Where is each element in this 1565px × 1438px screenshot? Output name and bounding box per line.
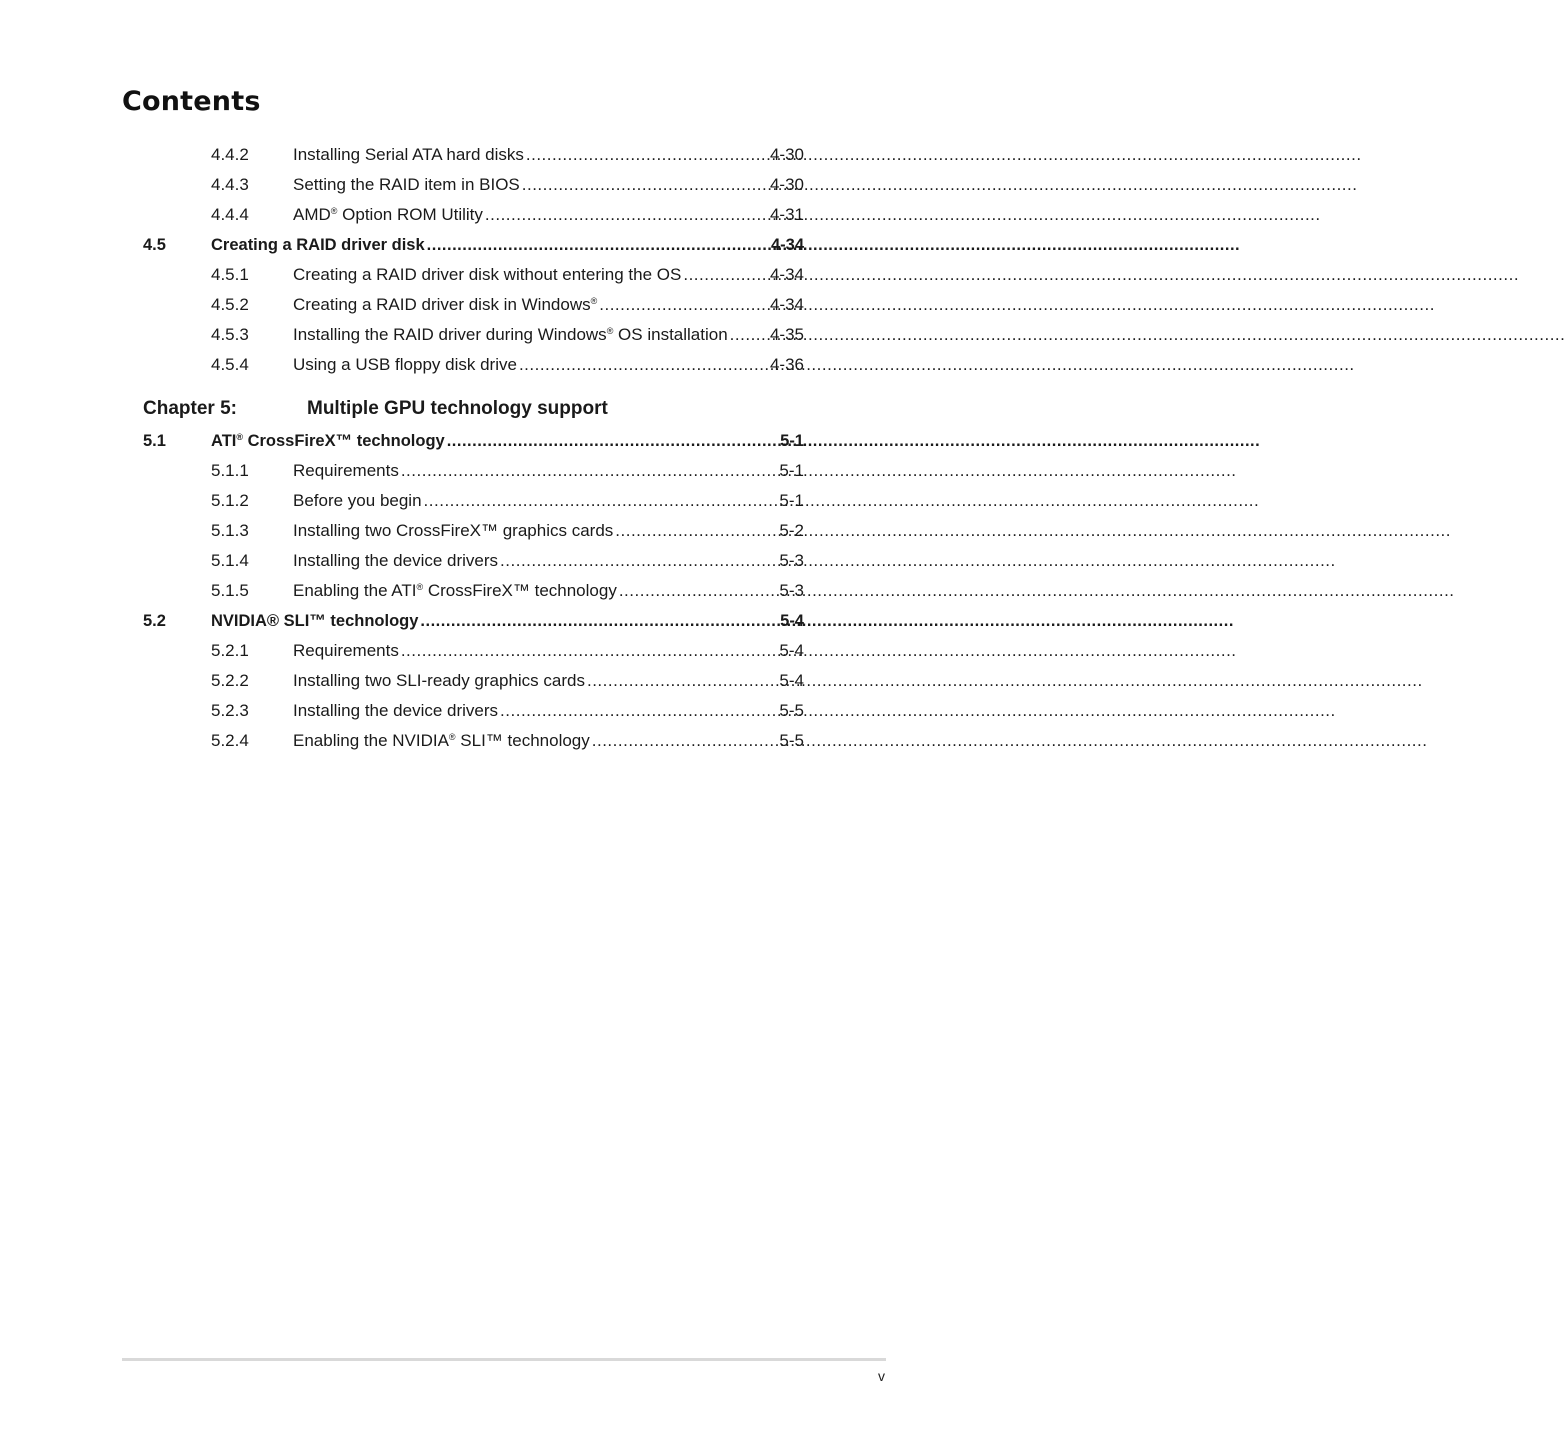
registered-mark: ® bbox=[606, 326, 614, 336]
entry-title: Setting the RAID item in BIOS bbox=[293, 175, 520, 194]
entry-page-number: 5-4 bbox=[779, 641, 804, 660]
chapter-label: Chapter 5: bbox=[143, 398, 237, 419]
toc-entry[interactable] bbox=[211, 324, 804, 346]
entry-number: 5.1.4 bbox=[211, 551, 249, 570]
entry-number: 5.1.1 bbox=[211, 461, 249, 480]
entry-page-number: 5-5 bbox=[779, 701, 804, 720]
dot-leader bbox=[587, 670, 777, 692]
entry-title: Installing the device drivers bbox=[293, 551, 499, 570]
toc-entry[interactable] bbox=[211, 144, 804, 166]
dot-leader bbox=[500, 550, 777, 572]
entry-title-text: AMD bbox=[293, 205, 331, 224]
toc-section-entry[interactable] bbox=[143, 234, 804, 256]
toc-entry[interactable] bbox=[211, 460, 804, 482]
entry-title-text: Enabling the ATI bbox=[293, 581, 417, 600]
entry-title bbox=[293, 204, 483, 226]
dot-leader bbox=[522, 174, 768, 196]
entry-page-number: 5-4 bbox=[779, 671, 804, 690]
dot-leader bbox=[519, 354, 768, 376]
entry-title: Creating a RAID driver disk bbox=[211, 236, 425, 254]
footer-divider bbox=[122, 1358, 886, 1361]
entry-title-suffix: SLI™ technology bbox=[455, 731, 590, 750]
footer-page-number: v bbox=[878, 1368, 885, 1384]
entry-page-number: 5-3 bbox=[779, 581, 804, 600]
entry-page-number: 5-1 bbox=[779, 491, 804, 510]
entry-title bbox=[293, 324, 728, 346]
entry-number: 5.1.2 bbox=[211, 491, 249, 510]
entry-page-number: 4-30 bbox=[769, 145, 804, 164]
entry-page-number: 5-3 bbox=[779, 551, 804, 570]
entry-number: 4.5.2 bbox=[211, 295, 249, 314]
entry-number: 4.5 bbox=[143, 236, 166, 254]
entry-page-number: 4-34 bbox=[769, 265, 804, 284]
toc-section-entry[interactable] bbox=[143, 610, 804, 632]
entry-number: 5.1 bbox=[143, 432, 166, 450]
dot-leader bbox=[424, 490, 778, 512]
dot-leader bbox=[599, 294, 768, 316]
entry-number: 4.5.4 bbox=[211, 355, 249, 374]
dot-leader bbox=[401, 460, 778, 482]
entry-title: Requirements bbox=[293, 641, 399, 660]
entry-number: 4.5.1 bbox=[211, 265, 249, 284]
dot-leader bbox=[526, 144, 768, 166]
entry-title: NVIDIA® SLI™ technology bbox=[211, 612, 419, 630]
dot-leader bbox=[592, 730, 778, 752]
toc-entry[interactable] bbox=[211, 700, 804, 722]
chapter-heading bbox=[143, 398, 608, 420]
toc-entry[interactable] bbox=[211, 204, 804, 226]
dot-leader bbox=[427, 234, 769, 256]
entry-title: Installing Serial ATA hard disks bbox=[293, 145, 524, 164]
entry-title-suffix: CrossFireX™ technology bbox=[243, 432, 445, 450]
toc-entry[interactable] bbox=[211, 264, 804, 286]
dot-leader bbox=[730, 324, 768, 346]
toc-entry[interactable] bbox=[211, 730, 804, 752]
entry-page-number: 4-34 bbox=[770, 236, 804, 254]
dot-leader bbox=[683, 264, 768, 286]
entry-title: Creating a RAID driver disk without entering the OS bbox=[293, 265, 682, 284]
entry-number: 5.1.5 bbox=[211, 581, 249, 600]
toc-entry[interactable] bbox=[211, 640, 804, 662]
dot-leader bbox=[500, 700, 777, 722]
page-title: Contents bbox=[122, 86, 261, 117]
entry-page-number: 5-4 bbox=[780, 612, 804, 630]
entry-title: Installing two CrossFireX™ graphics cards bbox=[293, 521, 614, 540]
entry-page-number: 4-35 bbox=[769, 325, 804, 344]
entry-number: 4.5.3 bbox=[211, 325, 249, 344]
entry-page-number: 4-34 bbox=[769, 295, 804, 314]
entry-title bbox=[293, 730, 590, 752]
toc-entry[interactable] bbox=[211, 294, 804, 316]
toc-entry[interactable] bbox=[211, 174, 804, 196]
entry-title-suffix: OS installation bbox=[613, 325, 728, 344]
dot-leader bbox=[619, 580, 778, 602]
entry-page-number: 4-31 bbox=[769, 205, 804, 224]
entry-page-number: 5-1 bbox=[779, 461, 804, 480]
entry-number: 5.2.3 bbox=[211, 701, 249, 720]
entry-title-text: Creating a RAID driver disk in Windows bbox=[293, 295, 591, 314]
entry-title-suffix: Option ROM Utility bbox=[337, 205, 483, 224]
entry-page-number: 5-1 bbox=[780, 432, 804, 450]
entry-title-text: ATI bbox=[211, 432, 237, 450]
registered-mark: ® bbox=[330, 206, 338, 216]
registered-mark: ® bbox=[590, 296, 598, 306]
entry-title bbox=[293, 294, 597, 316]
entry-number: 5.2.2 bbox=[211, 671, 249, 690]
toc-entry[interactable] bbox=[211, 580, 804, 602]
entry-page-number: 5-2 bbox=[779, 521, 804, 540]
dot-leader bbox=[615, 520, 777, 542]
registered-mark: ® bbox=[448, 732, 456, 742]
dot-leader bbox=[401, 640, 778, 662]
entry-title-text: Installing the RAID driver during Windows bbox=[293, 325, 607, 344]
entry-title: Installing the device drivers bbox=[293, 701, 499, 720]
entry-page-number: 4-36 bbox=[769, 355, 804, 374]
toc-entry[interactable] bbox=[211, 490, 804, 512]
entry-title: Before you begin bbox=[293, 491, 422, 510]
toc-section-entry[interactable] bbox=[143, 430, 804, 452]
entry-page-number: 4-30 bbox=[769, 175, 804, 194]
entry-number: 5.2 bbox=[143, 612, 166, 630]
registered-mark: ® bbox=[236, 432, 243, 442]
entry-number: 4.4.3 bbox=[211, 175, 249, 194]
entry-number: 4.4.4 bbox=[211, 205, 249, 224]
entry-title: Using a USB floppy disk drive bbox=[293, 355, 517, 374]
entry-number: 5.1.3 bbox=[211, 521, 249, 540]
dot-leader bbox=[420, 610, 778, 632]
registered-mark: ® bbox=[416, 582, 424, 592]
entry-title: Installing two SLI-ready graphics cards bbox=[293, 671, 585, 690]
entry-number: 4.4.2 bbox=[211, 145, 249, 164]
entry-number: 5.2.4 bbox=[211, 731, 249, 750]
entry-title bbox=[211, 430, 445, 452]
entry-title-text: Enabling the NVIDIA bbox=[293, 731, 449, 750]
chapter-title: Multiple GPU technology support bbox=[307, 398, 608, 419]
dot-leader bbox=[447, 430, 778, 452]
entry-title: Requirements bbox=[293, 461, 399, 480]
dot-leader bbox=[485, 204, 768, 226]
toc-entry[interactable] bbox=[211, 550, 804, 572]
entry-title-suffix: CrossFireX™ technology bbox=[423, 581, 617, 600]
toc-entry[interactable] bbox=[211, 520, 804, 542]
entry-number: 5.2.1 bbox=[211, 641, 249, 660]
toc-entry[interactable] bbox=[211, 354, 804, 376]
toc-entry[interactable] bbox=[211, 670, 804, 692]
entry-page-number: 5-5 bbox=[779, 731, 804, 750]
entry-title bbox=[293, 580, 617, 602]
